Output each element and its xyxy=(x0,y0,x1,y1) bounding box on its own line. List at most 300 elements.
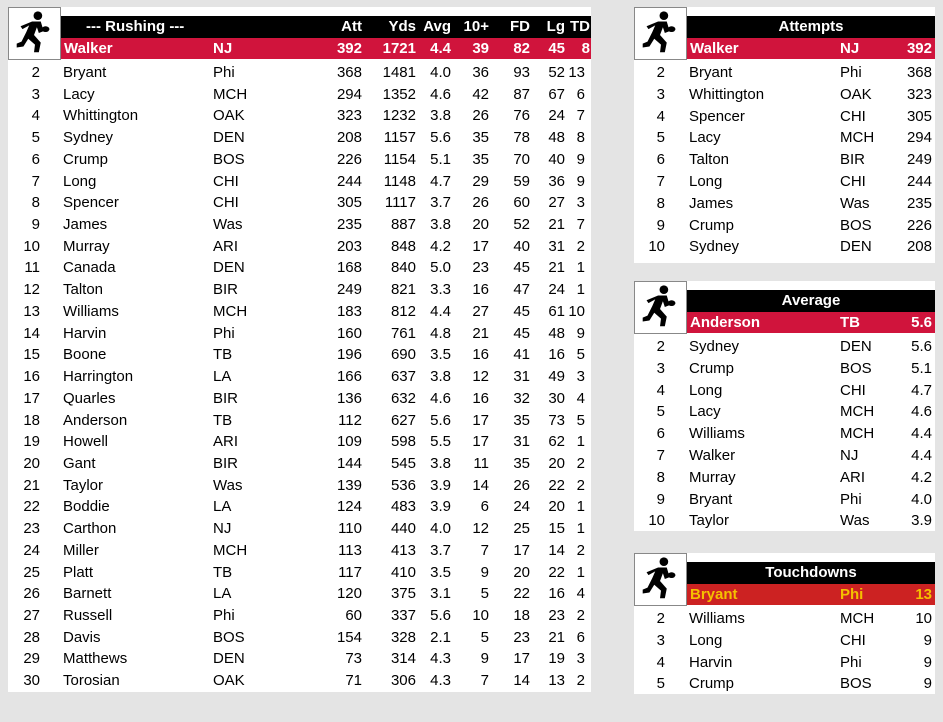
rushing-leader-row[interactable] xyxy=(61,38,591,59)
list-item[interactable] xyxy=(634,336,935,358)
team-cell: CHI xyxy=(840,107,866,125)
rank-cell: 3 xyxy=(656,631,665,649)
td-cell: 1 xyxy=(576,433,585,451)
yds-cell: 483 xyxy=(390,498,416,516)
td-cell: 1 xyxy=(576,259,585,277)
ten-plus-cell: 16 xyxy=(472,389,489,407)
att-cell: 120 xyxy=(336,585,362,603)
lg-cell: 22 xyxy=(548,563,565,581)
lg-cell: 30 xyxy=(548,389,565,407)
td-cell: 6 xyxy=(576,628,585,646)
rank-cell: 21 xyxy=(23,476,40,494)
att-cell: 112 xyxy=(338,411,362,429)
name-cell: Harvin xyxy=(63,324,107,342)
name-cell: Spencer xyxy=(689,107,745,125)
td-cell: 6 xyxy=(576,85,585,103)
name-cell: Carthon xyxy=(63,520,117,538)
list-item[interactable] xyxy=(634,445,935,467)
ten-plus-cell: 36 xyxy=(472,64,489,81)
leader-avg: 4.4 xyxy=(430,40,451,57)
list-item[interactable] xyxy=(634,401,935,423)
lg-cell: 24 xyxy=(548,281,565,299)
lg-cell: 36 xyxy=(548,172,565,190)
value-cell: 3.9 xyxy=(911,512,932,530)
td-cell: 7 xyxy=(576,107,585,125)
leader-name: Walker xyxy=(64,40,113,57)
td-cell: 2 xyxy=(576,237,585,255)
name-cell: Harvin xyxy=(689,653,733,671)
lg-cell: 49 xyxy=(548,368,565,386)
list-item[interactable] xyxy=(634,467,935,489)
value-cell: 294 xyxy=(906,129,932,147)
team-cell: LA xyxy=(213,498,232,516)
avg-cell: 3.8 xyxy=(430,216,451,234)
ten-plus-cell: 6 xyxy=(480,498,489,516)
lg-cell: 20 xyxy=(548,454,565,472)
ten-plus-cell: 23 xyxy=(472,259,489,277)
list-item[interactable] xyxy=(634,652,935,674)
list-item[interactable] xyxy=(634,171,935,193)
fd-cell: 31 xyxy=(513,433,530,451)
table-row[interactable] xyxy=(8,105,591,127)
list-item[interactable] xyxy=(634,489,935,511)
rank-cell: 22 xyxy=(23,498,40,516)
ten-plus-cell: 12 xyxy=(472,520,489,538)
rank-cell: 20 xyxy=(23,454,40,472)
att-cell: 71 xyxy=(345,672,362,690)
table-row[interactable] xyxy=(8,62,591,84)
team-cell: BIR xyxy=(213,389,239,407)
team-cell: Phi xyxy=(213,607,235,624)
rank-cell: 23 xyxy=(23,520,40,538)
ten-plus-cell: 27 xyxy=(472,302,489,320)
fd-cell: 22 xyxy=(513,585,530,603)
att-cell: 168 xyxy=(336,259,362,277)
leader-td: 8 xyxy=(581,40,590,57)
leader-value: 5.6 xyxy=(911,314,932,331)
td-cell: 2 xyxy=(576,541,585,559)
rank-cell: 11 xyxy=(24,259,40,277)
rank-cell: 9 xyxy=(656,216,665,234)
ten-plus-cell: 17 xyxy=(472,433,489,451)
team-cell: DEN xyxy=(213,650,245,668)
yds-cell: 1157 xyxy=(383,129,416,147)
table-row[interactable] xyxy=(8,84,591,106)
ten-plus-cell: 35 xyxy=(472,150,489,168)
avg-cell: 3.9 xyxy=(430,498,451,516)
fd-cell: 45 xyxy=(513,302,530,320)
att-cell: 109 xyxy=(336,433,362,451)
team-cell: Was xyxy=(213,216,243,234)
name-cell: Taylor xyxy=(689,512,730,530)
name-cell: Talton xyxy=(63,281,104,299)
value-cell: 249 xyxy=(906,151,932,169)
yds-cell: 1154 xyxy=(383,150,416,168)
name-cell: James xyxy=(63,216,108,234)
ten-plus-cell: 26 xyxy=(472,107,489,125)
fd-cell: 20 xyxy=(513,563,530,581)
name-cell: Lacy xyxy=(63,85,95,103)
value-cell: 4.4 xyxy=(911,425,932,443)
rank-cell: 5 xyxy=(656,403,665,421)
team-cell: Phi xyxy=(840,64,862,81)
avg-cell: 4.2 xyxy=(430,237,451,255)
team-cell: MCH xyxy=(840,403,875,421)
team-cell: TB xyxy=(213,563,233,581)
leader-yds: 1721 xyxy=(382,40,416,57)
td-cell: 3 xyxy=(576,650,585,668)
list-item[interactable] xyxy=(634,358,935,380)
td-cell: 5 xyxy=(576,411,585,429)
lg-cell: 20 xyxy=(548,498,565,516)
avg-cell: 3.7 xyxy=(430,194,451,212)
list-item[interactable] xyxy=(634,236,935,258)
team-cell: ARI xyxy=(840,468,866,486)
leader-name: Anderson xyxy=(690,314,761,331)
avg-cell: 3.7 xyxy=(430,541,451,559)
team-cell: ARI xyxy=(213,433,239,451)
table-row[interactable] xyxy=(8,518,591,540)
table-row[interactable] xyxy=(8,214,591,236)
table-row[interactable] xyxy=(8,127,591,149)
attempts-header xyxy=(687,16,935,38)
ten-plus-cell: 9 xyxy=(480,563,489,581)
avg-cell: 4.0 xyxy=(430,64,451,81)
value-cell: 235 xyxy=(906,194,932,212)
td-cell: 1 xyxy=(576,520,585,538)
fd-cell: 45 xyxy=(513,259,530,277)
rank-cell: 13 xyxy=(23,302,40,320)
team-cell: MCH xyxy=(213,85,248,103)
table-row[interactable] xyxy=(8,627,591,649)
rank-cell: 5 xyxy=(656,675,665,693)
list-item[interactable] xyxy=(634,673,935,695)
ten-plus-cell: 10 xyxy=(472,607,489,624)
rank-cell: 2 xyxy=(656,338,665,355)
fd-cell: 17 xyxy=(513,541,530,559)
yds-cell: 840 xyxy=(390,259,416,277)
list-item[interactable] xyxy=(634,510,935,532)
rank-cell: 18 xyxy=(23,411,40,429)
table-row[interactable] xyxy=(8,453,591,475)
team-cell: BOS xyxy=(840,216,872,234)
value-cell: 208 xyxy=(906,238,932,256)
table-row[interactable] xyxy=(8,366,591,388)
ten-plus-cell: 17 xyxy=(472,237,489,255)
running-player-icon xyxy=(634,553,687,606)
lg-cell: 27 xyxy=(548,194,565,212)
rank-cell: 9 xyxy=(31,216,40,234)
avg-cell: 3.8 xyxy=(430,368,451,386)
yds-cell: 375 xyxy=(390,585,416,603)
name-cell: Harrington xyxy=(63,368,134,386)
yds-cell: 337 xyxy=(390,607,416,624)
fd-cell: 23 xyxy=(513,628,530,646)
lg-cell: 23 xyxy=(548,607,565,624)
name-cell: Long xyxy=(63,172,97,190)
ten-plus-cell: 35 xyxy=(472,129,489,147)
team-cell: CHI xyxy=(213,172,239,190)
team-cell: NJ xyxy=(213,520,232,538)
td-cell: 2 xyxy=(576,476,585,494)
team-cell: Phi xyxy=(213,324,235,342)
list-item[interactable] xyxy=(634,149,935,171)
name-cell: Whittington xyxy=(63,107,139,125)
ten-plus-cell: 9 xyxy=(480,650,489,668)
table-row[interactable] xyxy=(8,648,591,670)
yds-cell: 314 xyxy=(390,650,416,668)
table-row[interactable] xyxy=(8,410,591,432)
table-row[interactable] xyxy=(8,605,591,627)
lg-cell: 52 xyxy=(548,64,565,81)
yds-cell: 536 xyxy=(390,476,416,494)
col-att: Att xyxy=(341,18,362,35)
touchdowns-title: Touchdowns xyxy=(765,564,857,581)
table-row[interactable] xyxy=(8,149,591,171)
list-item[interactable] xyxy=(634,193,935,215)
lg-cell: 48 xyxy=(548,324,565,342)
name-cell: Talton xyxy=(689,151,730,169)
yds-cell: 1148 xyxy=(383,172,416,190)
ten-plus-cell: 20 xyxy=(472,216,489,234)
yds-cell: 410 xyxy=(390,563,416,581)
table-row[interactable] xyxy=(8,171,591,193)
rank-cell: 10 xyxy=(648,238,665,256)
list-item[interactable] xyxy=(634,380,935,402)
touchdowns-leader-row[interactable] xyxy=(687,584,935,605)
average-panel xyxy=(634,281,935,531)
td-cell: 2 xyxy=(576,672,585,690)
rank-cell: 9 xyxy=(656,490,665,508)
team-cell: DEN xyxy=(213,129,245,147)
table-row[interactable] xyxy=(8,496,591,518)
lg-cell: 48 xyxy=(548,129,565,147)
rank-cell: 28 xyxy=(23,628,40,646)
table-row[interactable] xyxy=(8,192,591,214)
lg-cell: 19 xyxy=(548,650,565,668)
rank-cell: 19 xyxy=(23,433,40,451)
fd-cell: 35 xyxy=(513,411,530,429)
rank-cell: 4 xyxy=(656,653,665,671)
avg-cell: 4.3 xyxy=(430,672,451,690)
td-cell: 8 xyxy=(576,129,585,147)
value-cell: 4.6 xyxy=(911,403,932,421)
table-row[interactable] xyxy=(8,583,591,605)
attempts-panel xyxy=(634,7,935,263)
average-title: Average xyxy=(781,292,841,309)
name-cell: Spencer xyxy=(63,194,119,212)
name-cell: Sydney xyxy=(689,338,740,355)
team-cell: DEN xyxy=(840,238,872,256)
yds-cell: 627 xyxy=(390,411,416,429)
avg-cell: 3.8 xyxy=(430,454,451,472)
table-row[interactable] xyxy=(8,323,591,345)
avg-cell: 2.1 xyxy=(430,628,451,646)
team-cell: TB xyxy=(213,411,233,429)
td-cell: 2 xyxy=(576,607,585,624)
name-cell: Torosian xyxy=(63,672,120,690)
avg-cell: 5.1 xyxy=(430,150,451,168)
att-cell: 203 xyxy=(336,237,362,255)
rank-cell: 10 xyxy=(23,237,40,255)
team-cell: DEN xyxy=(840,338,872,355)
avg-cell: 5.6 xyxy=(430,411,451,429)
list-item[interactable] xyxy=(634,84,935,106)
name-cell: Platt xyxy=(63,563,94,581)
table-row[interactable] xyxy=(8,344,591,366)
att-cell: 208 xyxy=(336,129,362,147)
rank-cell: 8 xyxy=(656,468,665,486)
rank-cell: 5 xyxy=(31,129,40,147)
leader-team: Phi xyxy=(840,586,864,603)
att-cell: 60 xyxy=(345,607,362,624)
name-cell: Bryant xyxy=(689,64,733,81)
att-cell: 166 xyxy=(336,368,362,386)
avg-cell: 4.6 xyxy=(430,389,451,407)
lg-cell: 16 xyxy=(548,585,565,603)
name-cell: Gant xyxy=(63,454,96,472)
list-item[interactable] xyxy=(634,215,935,237)
td-cell: 3 xyxy=(576,194,585,212)
att-cell: 160 xyxy=(336,324,362,342)
list-item[interactable] xyxy=(634,630,935,652)
name-cell: Murray xyxy=(689,468,736,486)
rank-cell: 29 xyxy=(23,650,40,668)
leader-10plus: 39 xyxy=(472,40,489,57)
rank-cell: 4 xyxy=(31,107,40,125)
list-item[interactable] xyxy=(634,62,935,84)
fd-cell: 26 xyxy=(513,476,530,494)
leader-lg: 45 xyxy=(548,40,565,57)
avg-cell: 5.6 xyxy=(430,607,451,624)
lg-cell: 73 xyxy=(548,411,565,429)
team-cell: Phi xyxy=(213,64,235,81)
table-row[interactable] xyxy=(8,475,591,497)
yds-cell: 632 xyxy=(390,389,416,407)
list-item[interactable] xyxy=(634,608,935,630)
col-10plus: 10+ xyxy=(463,18,489,35)
att-cell: 244 xyxy=(336,172,362,190)
table-row[interactable] xyxy=(8,279,591,301)
att-cell: 113 xyxy=(338,541,362,559)
team-cell: MCH xyxy=(213,302,248,320)
fd-cell: 47 xyxy=(513,281,530,299)
list-item[interactable] xyxy=(634,423,935,445)
yds-cell: 545 xyxy=(390,454,416,472)
td-cell: 1 xyxy=(576,281,585,299)
rank-cell: 2 xyxy=(31,64,40,81)
team-cell: BOS xyxy=(213,150,245,168)
rank-cell: 8 xyxy=(31,194,40,212)
leader-fd: 82 xyxy=(513,40,530,57)
name-cell: Boone xyxy=(63,346,107,364)
attempts-leader-row[interactable] xyxy=(687,38,935,59)
name-cell: Barnett xyxy=(63,585,112,603)
table-row[interactable] xyxy=(8,670,591,692)
average-leader-row[interactable] xyxy=(687,312,935,333)
rank-cell: 30 xyxy=(23,672,40,690)
lg-cell: 13 xyxy=(548,672,565,690)
team-cell: TB xyxy=(213,346,233,364)
leader-name: Walker xyxy=(690,40,739,57)
td-cell: 1 xyxy=(576,498,585,516)
table-row[interactable] xyxy=(8,562,591,584)
name-cell: Matthews xyxy=(63,650,128,668)
table-row[interactable] xyxy=(8,388,591,410)
rushing-title: --- Rushing --- xyxy=(86,18,185,35)
team-cell: BOS xyxy=(840,675,872,693)
avg-cell: 3.1 xyxy=(430,585,451,603)
att-cell: 136 xyxy=(336,389,362,407)
att-cell: 110 xyxy=(338,520,362,538)
td-cell: 10 xyxy=(568,302,585,320)
rank-cell: 16 xyxy=(23,368,40,386)
td-cell: 3 xyxy=(576,368,585,386)
att-cell: 368 xyxy=(336,64,362,81)
table-row[interactable] xyxy=(8,301,591,323)
team-cell: OAK xyxy=(213,107,245,125)
rushing-panel xyxy=(8,7,591,692)
leader-team: TB xyxy=(840,314,860,331)
rank-cell: 6 xyxy=(656,425,665,443)
team-cell: OAK xyxy=(840,85,872,103)
name-cell: Long xyxy=(689,173,723,190)
table-row[interactable] xyxy=(8,257,591,279)
list-item[interactable] xyxy=(634,106,935,128)
table-row[interactable] xyxy=(8,431,591,453)
td-cell: 1 xyxy=(576,563,585,581)
avg-cell: 4.8 xyxy=(430,324,451,342)
team-cell: NJ xyxy=(840,447,859,464)
name-cell: Russell xyxy=(63,607,113,624)
team-cell: BIR xyxy=(213,454,239,472)
td-cell: 2 xyxy=(576,454,585,472)
yds-cell: 328 xyxy=(390,628,416,646)
lg-cell: 14 xyxy=(548,541,565,559)
name-cell: Davis xyxy=(63,628,101,646)
value-cell: 9 xyxy=(923,631,932,649)
table-row[interactable] xyxy=(8,540,591,562)
table-row[interactable] xyxy=(8,236,591,258)
name-cell: Boddie xyxy=(63,498,110,516)
td-cell: 7 xyxy=(576,216,585,234)
value-cell: 4.0 xyxy=(911,490,932,508)
fd-cell: 78 xyxy=(513,129,530,147)
name-cell: Murray xyxy=(63,237,110,255)
fd-cell: 93 xyxy=(513,64,530,81)
fd-cell: 35 xyxy=(513,454,530,472)
list-item[interactable] xyxy=(634,127,935,149)
lg-cell: 67 xyxy=(548,85,565,103)
att-cell: 305 xyxy=(336,194,362,212)
att-cell: 183 xyxy=(336,302,362,320)
avg-cell: 4.4 xyxy=(430,302,451,320)
team-cell: CHI xyxy=(840,631,866,649)
avg-cell: 5.5 xyxy=(430,433,451,451)
name-cell: Bryant xyxy=(63,64,107,81)
rank-cell: 7 xyxy=(656,173,665,190)
yds-cell: 761 xyxy=(390,324,416,342)
value-cell: 5.1 xyxy=(911,359,932,377)
lg-cell: 62 xyxy=(548,433,565,451)
yds-cell: 637 xyxy=(390,368,416,386)
yds-cell: 1232 xyxy=(382,107,416,125)
name-cell: Williams xyxy=(689,610,745,627)
rank-cell: 7 xyxy=(31,172,40,190)
rushing-header xyxy=(61,16,591,38)
name-cell: Long xyxy=(689,381,723,399)
fd-cell: 24 xyxy=(513,498,530,516)
